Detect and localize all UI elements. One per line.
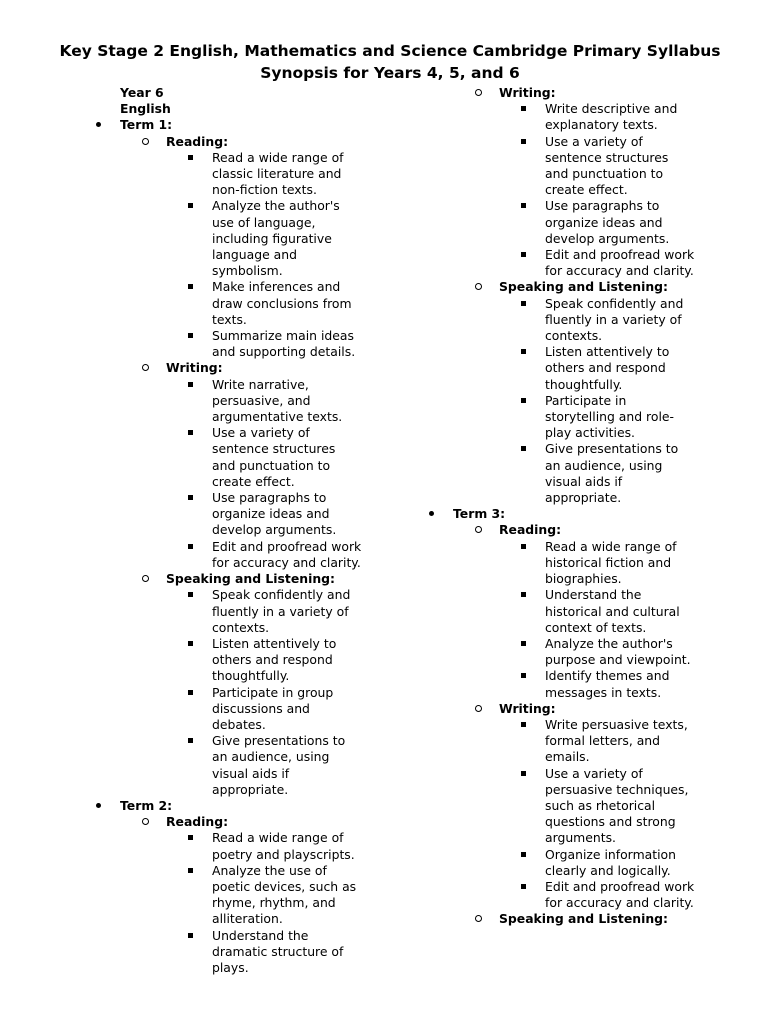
list-item-text: Give presentations to an audience, using visual aids if appropriate.	[212, 733, 346, 797]
section-label: Writing:	[166, 360, 223, 376]
circle-bullet-icon	[475, 701, 482, 717]
list-item	[384, 879, 768, 911]
square-bullet-icon	[188, 279, 193, 295]
square-bullet-icon	[188, 425, 193, 441]
list-item-text: Edit and proofread work for accuracy and clarity.	[212, 538, 362, 570]
square-bullet-icon	[521, 766, 526, 782]
circle-bullet-icon	[475, 85, 482, 101]
section-label: Speaking and Listening:	[499, 911, 668, 927]
square-bullet-icon	[521, 879, 526, 895]
square-bullet-icon	[188, 733, 193, 749]
list-item-text: Summarize main ideas and supporting details.	[212, 328, 356, 360]
list-item	[384, 766, 768, 847]
square-bullet-icon	[521, 539, 526, 555]
square-bullet-icon	[188, 863, 193, 879]
list-item	[0, 539, 384, 571]
list-item	[384, 344, 768, 393]
list-item-text: Speak confidently and fluently in a variety of contexts.	[545, 295, 684, 344]
square-bullet-icon	[188, 198, 193, 214]
list-item	[384, 134, 768, 199]
square-bullet-icon	[521, 847, 526, 863]
square-bullet-icon	[188, 685, 193, 701]
list-item	[0, 733, 384, 798]
list-item-text: Read a wide range of classic literature and non-fiction texts.	[212, 149, 344, 198]
section-label: Reading:	[166, 133, 229, 149]
section-heading	[384, 911, 768, 927]
section-heading	[384, 85, 768, 101]
list-item-text: Analyze the use of poetic devices, such as rhyme, rhythm, and alliteration.	[212, 862, 357, 927]
square-bullet-icon	[521, 636, 526, 652]
list-item-text: Listen attentively to others and respond thoughtfully.	[212, 635, 337, 684]
list-item	[384, 247, 768, 279]
section-label: Writing:	[499, 700, 556, 716]
list-item-text: Read a wide range of poetry and playscripts.	[212, 830, 355, 862]
list-item-text: Use a variety of sentence structures and punctuation to create effect.	[212, 425, 336, 489]
list-item-text: Write persuasive texts, formal letters, and emails.	[545, 716, 688, 765]
section-label: Speaking and Listening:	[499, 279, 668, 295]
list-item	[0, 377, 384, 426]
list-item-text: Use paragraphs to organize ideas and develop arguments.	[545, 198, 670, 246]
circle-bullet-icon	[142, 134, 149, 150]
square-bullet-icon	[521, 344, 526, 360]
square-bullet-icon	[188, 328, 193, 344]
term-heading	[384, 506, 768, 522]
circle-bullet-icon	[475, 911, 482, 927]
section-heading	[0, 571, 384, 587]
list-item	[0, 279, 384, 328]
circle-bullet-icon	[142, 571, 149, 587]
list-item-text: Read a wide range of historical fiction and biographies.	[545, 538, 677, 587]
list-item-text: Edit and proofread work for accuracy and clarity.	[545, 878, 695, 911]
section-heading	[0, 134, 384, 150]
list-item-text: Organize information clearly and logically.	[545, 846, 676, 878]
disc-bullet-icon	[429, 506, 434, 522]
list-item-text: Analyze the author's purpose and viewpoint.	[545, 635, 691, 668]
list-item-text: Make inferences and draw conclusions from texts.	[212, 279, 352, 327]
section-heading	[0, 814, 384, 830]
list-item	[0, 685, 384, 734]
section-label: Reading:	[499, 522, 562, 538]
list-item	[0, 198, 384, 279]
list-item-text: Analyze the author's use of language, including figurative language and symbolism.	[212, 198, 340, 279]
section-label: Speaking and Listening:	[166, 571, 335, 587]
list-item-text: Write narrative, persuasive, and argumentative texts.	[212, 376, 343, 425]
list-item	[0, 863, 384, 928]
square-bullet-icon	[521, 198, 526, 214]
circle-bullet-icon	[142, 360, 149, 376]
square-bullet-icon	[521, 296, 526, 312]
left-column	[0, 85, 384, 976]
section-heading	[384, 279, 768, 295]
list-item	[384, 539, 768, 588]
term-label: Term 2:	[120, 797, 173, 813]
year-label: Year 6	[120, 85, 164, 100]
list-item-text: Use paragraphs to organize ideas and develop arguments.	[212, 490, 337, 538]
list-item	[0, 150, 384, 199]
list-item	[384, 668, 768, 700]
list-item	[0, 636, 384, 685]
list-item	[0, 328, 384, 360]
square-bullet-icon	[188, 539, 193, 555]
square-bullet-icon	[188, 587, 193, 603]
list-item	[384, 101, 768, 133]
list-item	[384, 393, 768, 442]
list-item-text: Use a variety of persuasive techniques, such as rhetorical questions and strong arguments.	[545, 765, 689, 846]
term-label: Term 3:	[453, 506, 506, 522]
page-title: Key Stage 2 English, Mathematics and Science Cambridge Primary Syllabus Synopsis for Years 4, 5, and 6	[59, 42, 721, 82]
square-bullet-icon	[188, 636, 193, 652]
disc-bullet-icon	[96, 117, 101, 133]
list-item-text: Listen attentively to others and respond thoughtfully.	[545, 344, 670, 392]
term-heading	[0, 798, 384, 814]
list-item-text: Write descriptive and explanatory texts.	[545, 101, 678, 133]
circle-bullet-icon	[142, 814, 149, 830]
square-bullet-icon	[521, 134, 526, 150]
list-item-text: Participate in storytelling and role-play activities.	[545, 392, 674, 441]
square-bullet-icon	[521, 247, 526, 263]
list-item-text: Give presentations to an audience, using visual aids if appropriate.	[545, 441, 679, 506]
section-heading	[384, 701, 768, 717]
list-item-text: Participate in group discussions and debates.	[212, 684, 334, 732]
list-item	[0, 830, 384, 862]
list-item	[384, 587, 768, 636]
list-item-text: Understand the dramatic structure of plays.	[212, 927, 344, 975]
disc-bullet-icon	[96, 798, 101, 814]
subject-label: English	[120, 101, 171, 117]
list-item-text: Use a variety of sentence structures and punctuation to create effect.	[545, 133, 669, 198]
square-bullet-icon	[521, 393, 526, 409]
section-label: Writing:	[499, 85, 556, 100]
square-bullet-icon	[188, 150, 193, 166]
term-heading	[0, 117, 384, 133]
list-item	[384, 717, 768, 766]
square-bullet-icon	[521, 587, 526, 603]
square-bullet-icon	[188, 830, 193, 846]
list-item	[384, 847, 768, 879]
section-heading	[0, 360, 384, 376]
square-bullet-icon	[521, 668, 526, 684]
list-item-text: Understand the historical and cultural context of texts.	[545, 587, 680, 635]
square-bullet-icon	[188, 928, 193, 944]
circle-bullet-icon	[475, 279, 482, 295]
list-item	[0, 587, 384, 636]
list-item	[384, 198, 768, 247]
section-label: Reading:	[166, 814, 229, 830]
list-item	[384, 296, 768, 345]
right-column	[384, 85, 768, 928]
list-item-text: Speak confidently and fluently in a variety of contexts.	[212, 587, 351, 635]
list-item	[0, 928, 384, 977]
section-heading	[384, 522, 768, 538]
circle-bullet-icon	[475, 522, 482, 538]
term-label: Term 1:	[120, 117, 173, 133]
list-item	[0, 425, 384, 490]
square-bullet-icon	[521, 101, 526, 117]
square-bullet-icon	[521, 441, 526, 457]
square-bullet-icon	[188, 377, 193, 393]
list-item	[384, 636, 768, 668]
list-item	[384, 441, 768, 506]
list-item	[0, 490, 384, 539]
square-bullet-icon	[188, 490, 193, 506]
square-bullet-icon	[521, 717, 526, 733]
list-item-text: Identify themes and messages in texts.	[545, 668, 670, 700]
list-item-text: Edit and proofread work for accuracy and clarity.	[545, 247, 695, 279]
